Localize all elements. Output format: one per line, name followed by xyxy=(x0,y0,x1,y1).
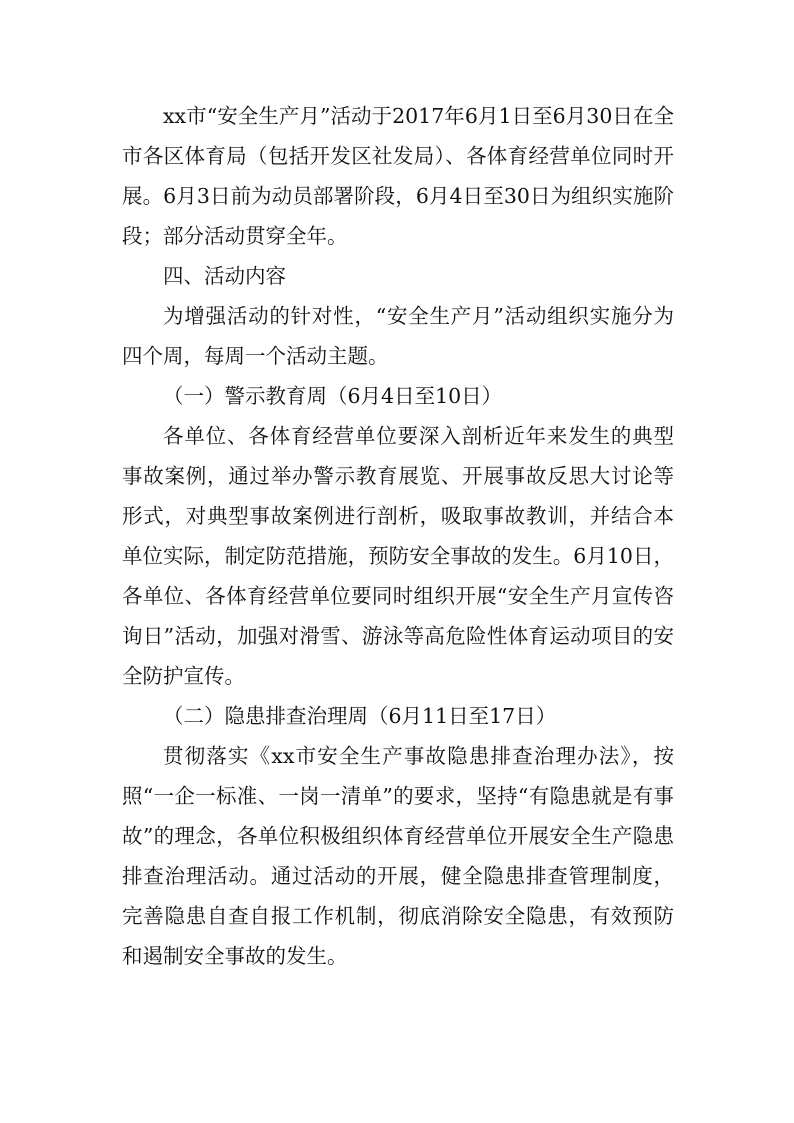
paragraph-activity-intro: 为增强活动的针对性，“安全生产月”活动组织实施分为四个周，每周一个活动主题。 xyxy=(122,304,674,368)
paragraph-hazard-week: 贯彻落实《xx市安全生产事故隐患排查治理办法》，按照“一企一标准、一岗一清单”的要求，坚持“有隐患就是有事故”的理念，各单位积极组织体育经营单位开展安全生产隐患排查治理活动。通过活动的开展，健全隐患排查管理制度，完善隐患自查自报工作机制，彻底消除安全隐患，有效预防和遏制安全事故的发生。 xyxy=(122,744,674,968)
subheading-hazard-week: （二）隐患排查治理周（6月11日至17日） xyxy=(163,704,557,728)
document-page xyxy=(122,96,674,976)
paragraph-warning-week: 各单位、各体育经营单位要深入剖析近年来发生的典型事故案例，通过举办警示教育展览、开展事故反思大讨论等形式，对典型事故案例进行剖析，吸取事故教训，并结合本单位实际，制定防范措施，预防安全事故的发生。6月10日，各单位、各体育经营单位要同时组织开展“安全生产月宣传咨询日”活动，加强对滑雪、游泳等高危险性体育运动项目的安全防护宣传。 xyxy=(122,424,674,688)
paragraph-activity-period: xx市“安全生产月”活动于2017年6月1日至6月30日在全市各区体育局（包括开发区社发局）、各体育经营单位同时开展。6月3日前为动员部署阶段，6月4日至30日为组织实施阶段；部分活动贯穿全年。 xyxy=(122,104,674,248)
section-heading-activity-content: 四、活动内容 xyxy=(163,264,286,288)
subheading-warning-week: （一）警示教育周（6月4日至10日） xyxy=(163,384,503,408)
